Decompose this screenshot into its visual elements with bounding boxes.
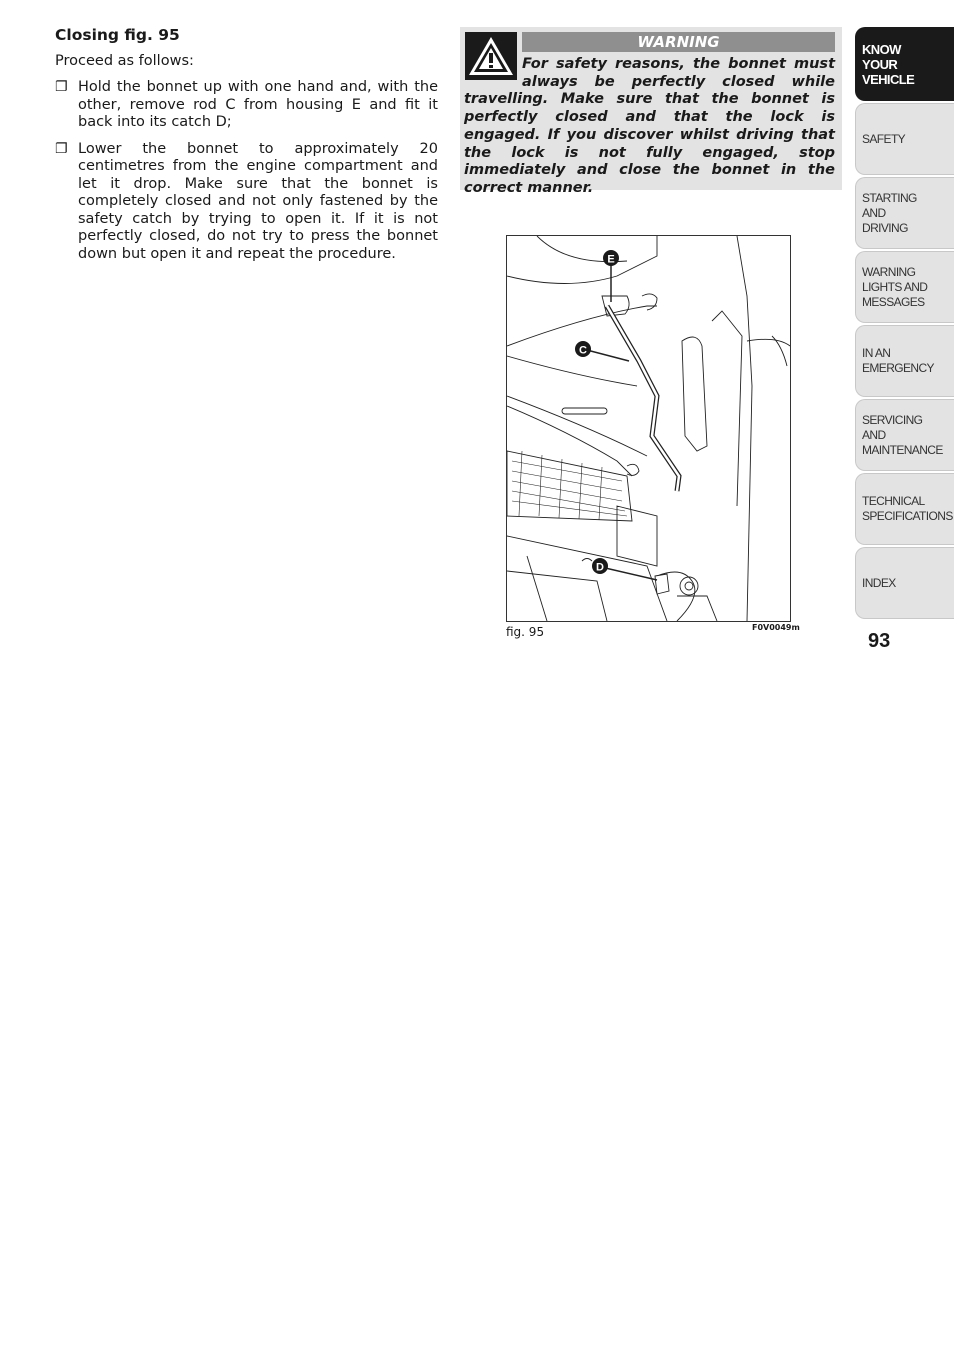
callout-e [603, 250, 619, 266]
tab-warning-lights[interactable] [855, 251, 954, 323]
tab-label: WARNING LIGHTS AND MESSAGES [862, 264, 928, 309]
warning-body: For safety reasons, the bonnet must always be perfectly closed while travelling. Make sure that the bonnet is perfectly closed and that the lock is engaged. If you discover whilst driving that the lock is not fully engaged, stop immediately and close the bonnet in the correct manner. [464, 56, 835, 196]
svg-text:D: D [596, 561, 604, 574]
tab-label: SERVICING AND MAINTENANCE [862, 412, 943, 457]
engine-bay-illustration [506, 235, 791, 622]
tab-in-an-emergency[interactable] [855, 325, 954, 397]
tab-label: TECHNICAL SPECIFICATIONS [862, 494, 953, 523]
step-text: Hold the bonnet up with one hand and, with the other, remove rod C from housing E and fit it back into its catch D; [78, 79, 438, 130]
tab-servicing[interactable] [855, 399, 954, 471]
tab-label: INDEX [862, 575, 896, 590]
section-heading: Closing fig. 95 [55, 26, 180, 44]
tab-label: IN AN EMERGENCY [862, 346, 934, 375]
step-item [55, 79, 438, 132]
svg-text:C: C [579, 344, 587, 357]
tab-index[interactable] [855, 547, 954, 619]
instructions-column [55, 27, 438, 272]
intro-text: Proceed as follows: [55, 52, 194, 69]
tab-starting-and-driving[interactable] [855, 177, 954, 249]
callout-d [592, 558, 608, 574]
tab-label: STARTING AND DRIVING [862, 190, 917, 235]
page-number: 93 [868, 630, 891, 652]
tab-safety[interactable] [855, 103, 954, 175]
warning-box [460, 27, 842, 196]
tab-label: KNOW YOUR VEHICLE [862, 41, 915, 87]
figure-caption: fig. 95 [506, 625, 545, 639]
tab-know-your-vehicle[interactable] [855, 27, 954, 101]
svg-text:E: E [607, 253, 615, 266]
chapter-tabs [855, 27, 954, 621]
tab-label: SAFETY [862, 131, 906, 146]
checkbox-bullet-icon: ❐ [55, 79, 68, 95]
warning-text [464, 56, 835, 198]
step-text: Lower the bonnet to approximately 20 centimetres from the engine compartment and let it drop. Make sure that the bonnet is completely closed and not only fastened by the safety catch by trying to open it. If it is not perfectly closed, do not try to press the bonnet down but open it and repeat the procedure. [78, 140, 438, 262]
step-item [55, 141, 438, 264]
warning-title: WARNING [522, 32, 835, 52]
checkbox-bullet-icon: ❐ [55, 140, 68, 157]
callout-c [575, 341, 591, 357]
figure-code: F0V0049m [752, 623, 800, 632]
tab-technical-specifications[interactable] [855, 473, 954, 545]
